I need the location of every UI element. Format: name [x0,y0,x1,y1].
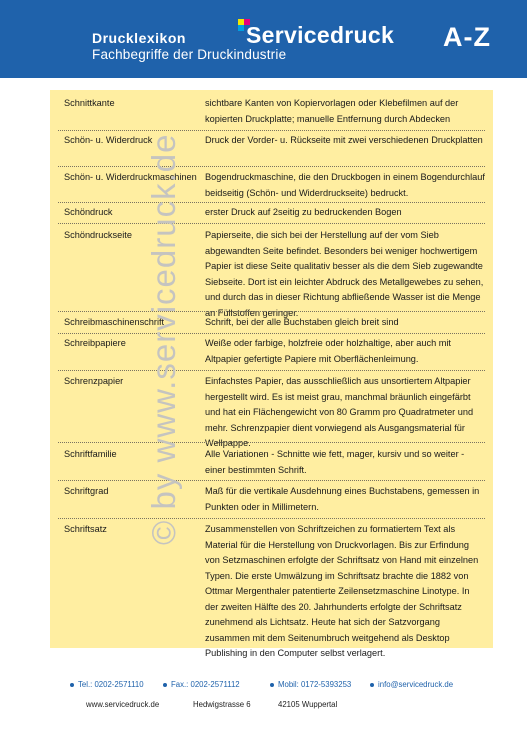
entry-definition: Bogendruckmaschine, die den Druckbogen in einem Bogendurchlauf beidseitig (Schön- und Widerdruckseite) bedruckt. [205,172,485,198]
entry-term: Schreibpapiere [64,338,126,348]
entry-term: Schnittkante [64,98,115,108]
entry-divider [58,442,485,443]
alphabet-range: A-Z [443,22,491,52]
entry-term: Schöndruck [64,207,113,217]
footer-city: 42105 Wuppertal [278,700,338,709]
entry-term: Schrenzpapier [64,376,124,386]
entry-definition: Alle Variationen - Schnitte wie fett, mager, kursiv und so weiter - einer bestimmten Schrift. [205,449,465,475]
footer-street: Hedwigstrasse 6 [193,700,251,709]
brand-name: Servicedruck [246,22,395,48]
footer-tel-text: Tel.: 0202-2571110 [78,680,144,689]
bullet-icon [370,683,374,687]
footer-email[interactable] [370,680,453,689]
entry-definition: Weiße oder farbige, holzfreie oder holzhaltige, aber auch mit Altpapier gefertigte Papiere mit Oberflächenleimung. [205,338,451,364]
footer-fax [163,680,240,689]
entry-definition: Einfachstes Papier, das ausschließlich aus unsortiertem Altpapier hergestellt wird. Es ist meist grau, manchmal bräunlich eingefärbt und hat ein Flächengewicht von 80 Gramm pro Quadratmeter und mehr. Schrenzpapier dient vorwiegend als Ausgangsmaterial für Wellpappe. [205,376,474,448]
entry-term: Schriftsatz [64,524,107,534]
footer-mobil-text: Mobil: 0172-5393253 [278,680,352,689]
bullet-icon [70,683,74,687]
bullet-icon [270,683,274,687]
entry-definition: Papierseite, die sich bei der Herstellung auf der vom Sieb abgewandten Seite befindet. Besonders bei weniger hochwertigem Papier ist diese Seite qualitativ besser als die dem Sieb zugewandte Siebseite. Dort ist ein leichter Abdruck des Metallgewebes zu sehen, und durch das in dieser Richtung abfließende Wasser ist die Menge an Füllstoffen geringer. [205,230,484,318]
entry-definition: sichtbare Kanten von Kopiervorlagen oder Klebefilmen auf der kopierten Druckplatte; manuelle Entfernung durch Abdecken [205,98,459,124]
bullet-icon [163,683,167,687]
entry-divider [58,518,485,519]
page-header [0,0,527,78]
entry-divider [58,333,485,334]
glossary-panel [50,90,493,658]
entry-divider [58,223,485,224]
entry-term: Schön- u. Widerdruck [64,135,153,145]
entry-term: Schriftfamilie [64,449,117,459]
footer-tel [70,680,144,689]
entry-term: Schöndruckseite [64,230,132,240]
entry-term: Schreibmaschinenschrift [64,317,165,327]
entry-divider [58,311,485,312]
footer-web[interactable]: www.servicedruck.de [86,700,160,709]
entry-definition: Maß für die vertikale Ausdehnung eines Buchstabens, gemessen in Punkten oder in Millimetern. [205,486,480,512]
entry-divider [58,370,485,371]
entry-definition: Druck der Vorder- u. Rückseite mit zwei verschiedenen Druckplatten [205,135,483,145]
entry-term: Schön- u. Widerdruckmaschinen [64,172,197,182]
footer-mobil [270,680,351,689]
footer-email-link[interactable]: info@servicedruck.de [378,680,454,689]
copyright-watermark: © by www.servicedruck.de [145,133,182,545]
entry-divider [58,202,485,203]
entry-definition: Schrift, bei der alle Buchstaben gleich breit sind [205,317,399,327]
footer-fax-text: Fax.: 0202-2571112 [171,680,240,689]
header-subtitle: Fachbegriffe der Druckindustrie [92,47,287,62]
entry-term: Schriftgrad [64,486,109,496]
entry-divider [58,166,485,167]
entry-divider [58,130,485,131]
entry-definition: erster Druck auf 2seitig zu bedruckenden Bogen [205,207,402,217]
entry-definition: Zusammenstellen von Schriftzeichen zu formatiertem Text als Material für die Herstellung von Druckvorlagen. Bis zur Erfindung von Setzmaschinen erfolgte der Schriftsatz von Hand mit einzelnen Typen. Die erste Umwälzung im Schriftsatz brachte die 1882 von Ottmar Mergenthaler patentierte Zeilensetzmaschine Linotype. In der zweiten Hälfte des 20. Jahrhunderts erfolgte der Schriftsatz zunehmend als Lichtsatz. Heute hat sich der Satzvorgang zusammen mit dem Seitenumbruch weitgehend als Desktop Publishing in den Computer selbst verlagert. [205,524,479,658]
header-title: Drucklexikon [92,30,186,46]
entry-divider [58,480,485,481]
